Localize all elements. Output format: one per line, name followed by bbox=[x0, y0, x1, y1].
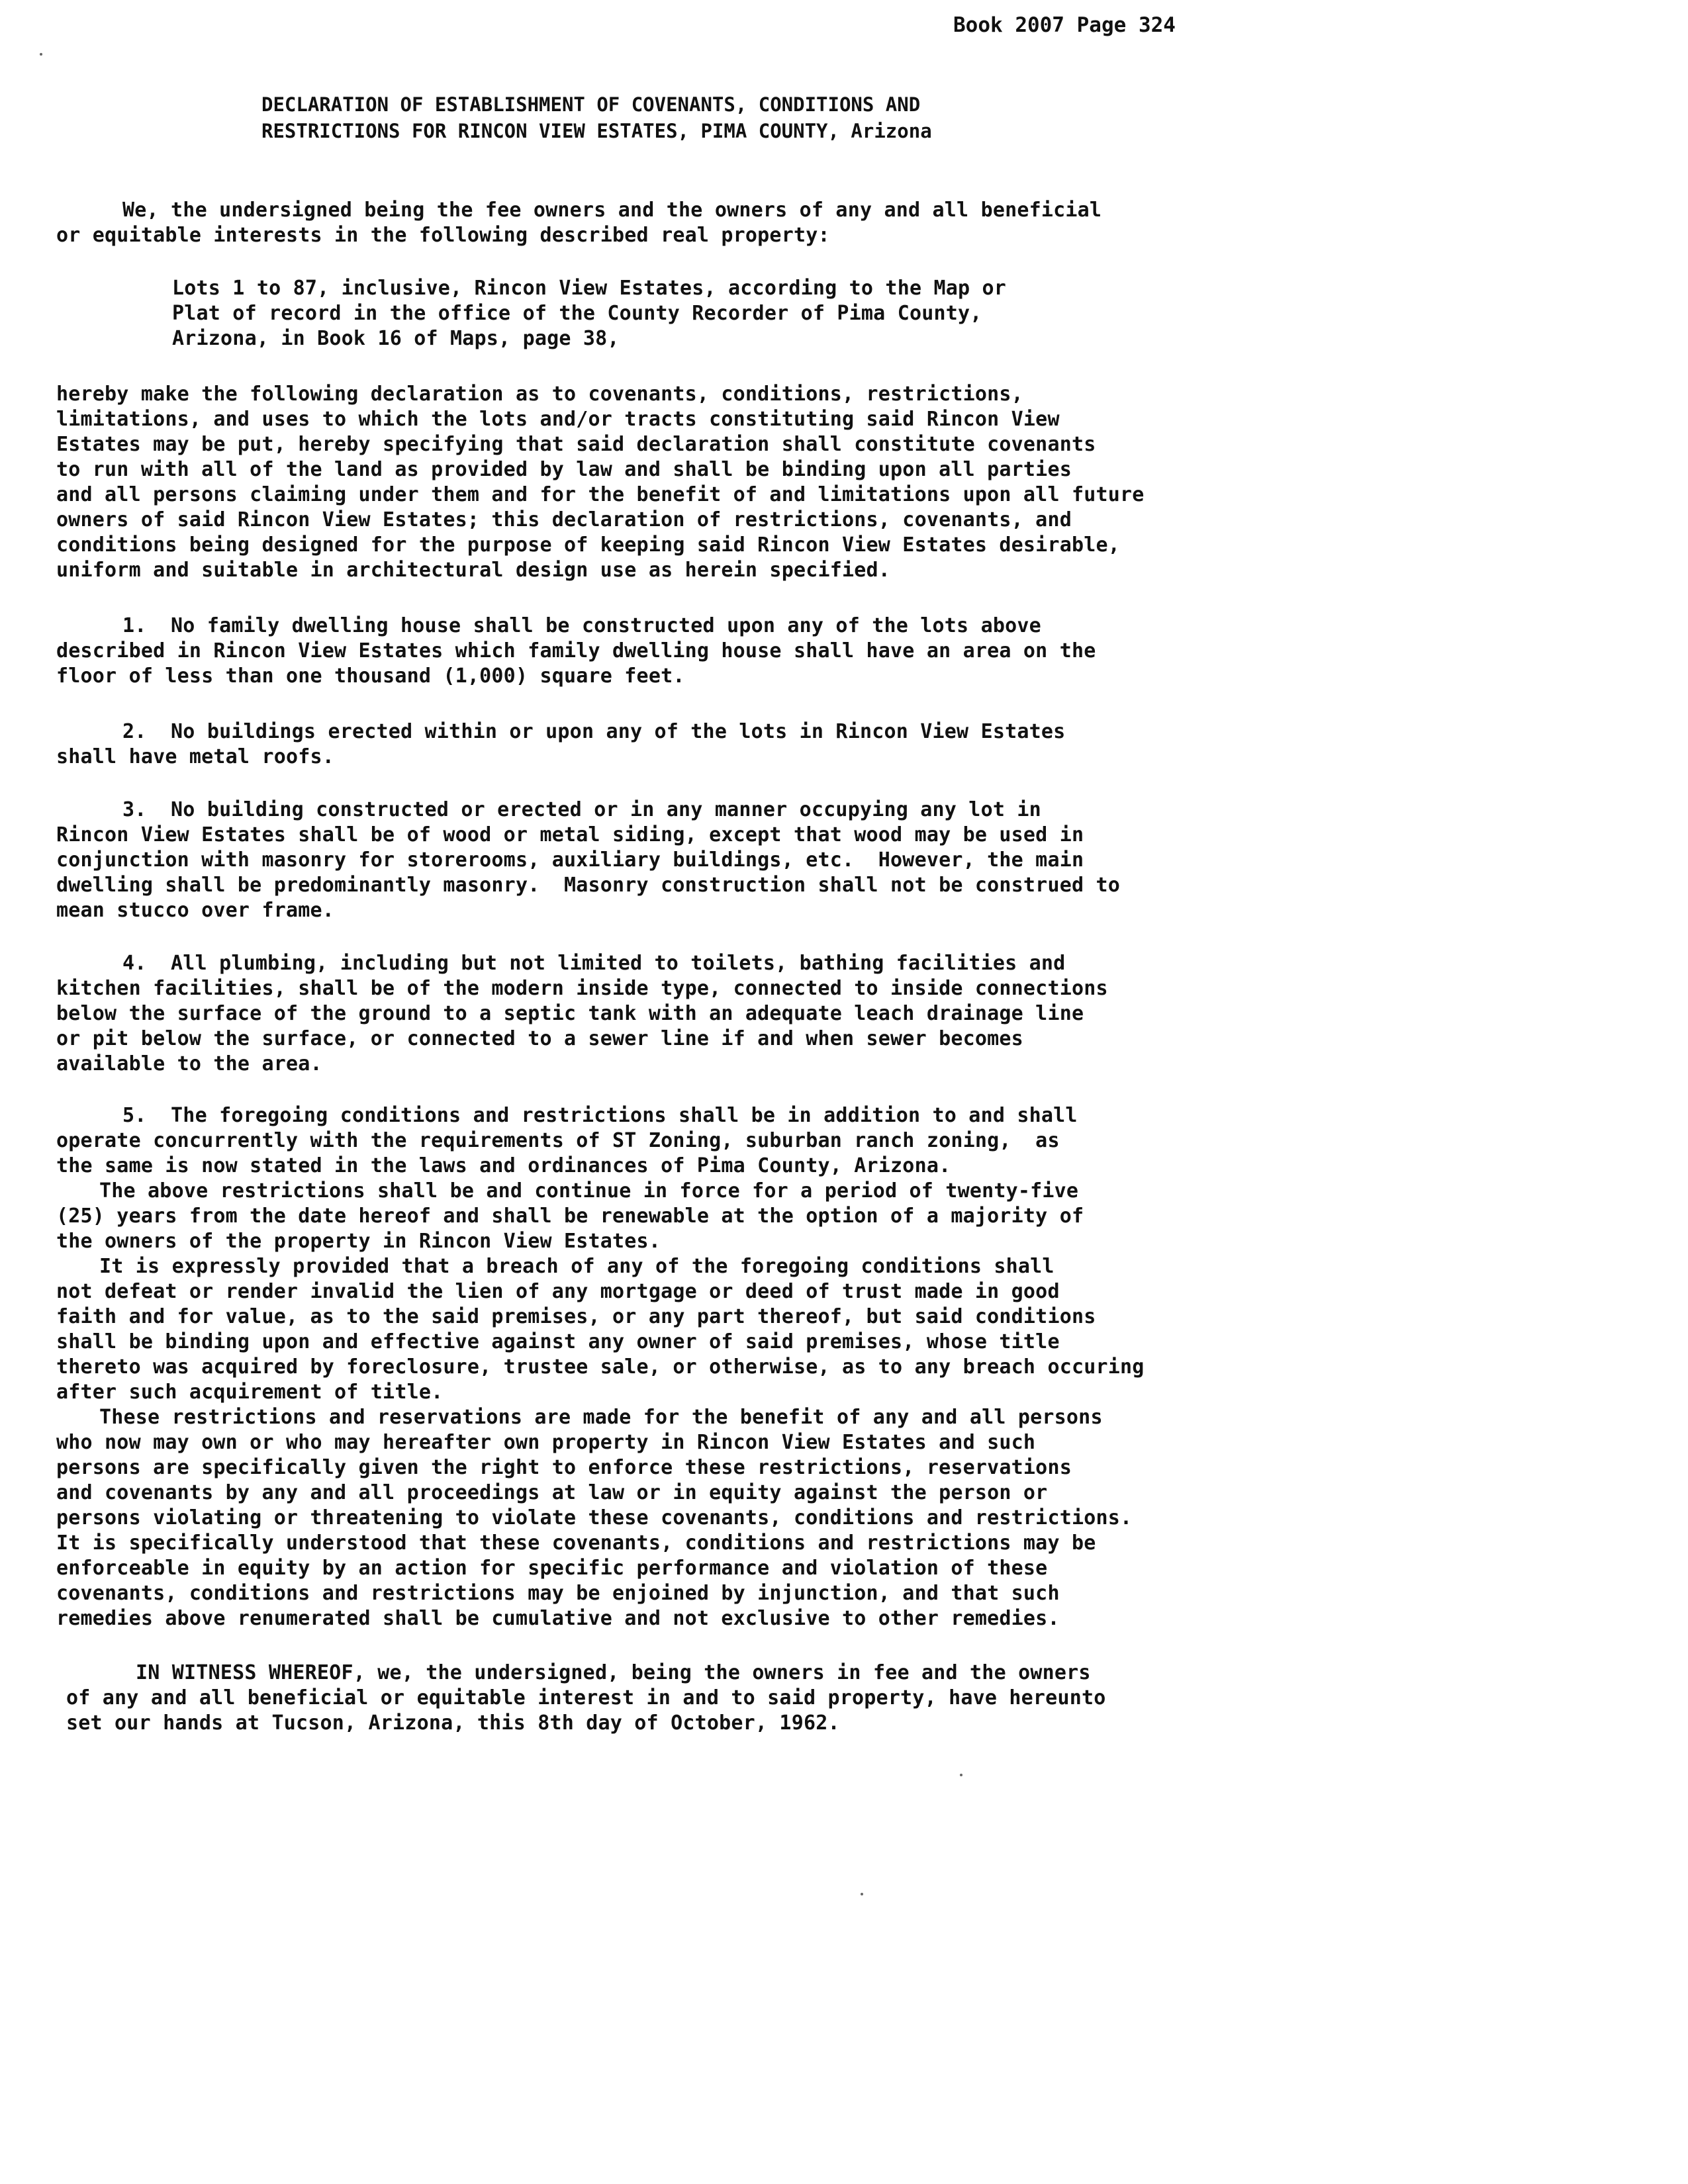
item-5-line: the same is now stated in the laws and ordinances of Pima County, Arizona. bbox=[56, 1154, 951, 1177]
item-3-line: Rincon View Estates shall be of wood or metal siding, except that wood may be used in bbox=[56, 823, 1084, 846]
item-3-line: mean stucco over frame. bbox=[56, 899, 335, 922]
title-line-1: DECLARATION OF ESTABLISHMENT OF COVENANTS, CONDITIONS AND bbox=[261, 93, 921, 116]
item-4-line: 4. All plumbing, including but not limited to toilets, bathing facilities and bbox=[122, 952, 1066, 975]
item-1-line: floor of less than one thousand (1,000) square feet. bbox=[56, 664, 685, 688]
witness-line: of any and all beneficial or equitable interest in and to said property, have hereunto bbox=[66, 1686, 1106, 1709]
scan-speck bbox=[40, 53, 42, 56]
witness-line: IN WITNESS WHEREOF, we, the undersigned, being the owners in fee and the owners bbox=[136, 1661, 1091, 1684]
item-5-line: who now may own or who may hereafter own property in Rincon View Estates and such bbox=[56, 1431, 1036, 1454]
item-5-line: (25) years from the date hereof and shall be renewable at the option of a majority of bbox=[56, 1205, 1084, 1228]
item-4-line: kitchen facilities, shall be of the modern inside type, connected to inside connections bbox=[56, 977, 1108, 1000]
item-5-line: thereto was acquired by foreclosure, trustee sale, or otherwise, as to any breach occuring bbox=[56, 1355, 1145, 1379]
intro-line: or equitable interests in the following described real property: bbox=[56, 224, 830, 247]
item-5-line: 5. The foregoing conditions and restrictions shall be in addition to and shall bbox=[122, 1104, 1078, 1127]
declaration-line: conditions being designed for the purpose of keeping said Rincon View Estates desirable, bbox=[56, 533, 1121, 557]
item-5-line: enforceable in equity by an action for specific performance and violation of these bbox=[56, 1557, 1048, 1580]
item-5-line: the owners of the property in Rincon View Estates. bbox=[56, 1230, 661, 1253]
item-5-line: operate concurrently with the requirements of ST Zoning, suburban ranch zoning, as bbox=[56, 1129, 1060, 1152]
declaration-line: uniform and suitable in architectural design use as herein specified. bbox=[56, 559, 891, 582]
item-5-line: after such acquirement of title. bbox=[56, 1381, 444, 1404]
property-line: Arizona, in Book 16 of Maps, page 38, bbox=[172, 327, 620, 350]
item-5-line: faith and for value, as to the said premises, or any part thereof, but said conditions bbox=[56, 1305, 1096, 1328]
declaration-line: owners of said Rincon View Estates; this declaration of restrictions, covenants, and bbox=[56, 508, 1072, 531]
item-4-line: available to the area. bbox=[56, 1052, 322, 1075]
scan-speck bbox=[960, 1774, 962, 1776]
item-3-line: 3. No building constructed or erected or in any manner occupying any lot in bbox=[122, 798, 1041, 821]
item-5-line: covenants, conditions and restrictions may be enjoined by injunction, and that such bbox=[56, 1582, 1060, 1605]
item-1-line: 1. No family dwelling house shall be constructed upon any of the lots above bbox=[122, 614, 1041, 637]
item-4-line: below the surface of the ground to a septic tank with an adequate leach drainage line bbox=[56, 1002, 1084, 1025]
intro-line: We, the undersigned being the fee owners and the owners of any and all beneficial bbox=[122, 199, 1102, 222]
item-5-line: remedies above renumerated shall be cumulative and not exclusive to other remedies. bbox=[56, 1607, 1060, 1630]
property-line: Lots 1 to 87, inclusive, Rincon View Estates, according to the Map or bbox=[172, 277, 1007, 300]
item-4-line: or pit below the surface, or connected to a sewer line if and when sewer becomes bbox=[56, 1027, 1023, 1050]
item-2-line: shall have metal roofs. bbox=[56, 745, 335, 768]
item-3-line: dwelling shall be predominantly masonry. Masonry construction shall not be construed to bbox=[56, 874, 1121, 897]
item-5-line: The above restrictions shall be and continue in force for a period of twenty-five bbox=[99, 1179, 1079, 1203]
title-line-2: RESTRICTIONS FOR RINCON VIEW ESTATES, PIMA COUNTY, Arizona bbox=[261, 120, 932, 142]
item-3-line: conjunction with masonry for storerooms, auxiliary buildings, etc. However, the main bbox=[56, 848, 1084, 872]
item-5-line: It is specifically understood that these covenants, conditions and restrictions may be bbox=[56, 1531, 1096, 1555]
item-5-line: It is expressly provided that a breach of any of the foregoing conditions shall bbox=[99, 1255, 1055, 1278]
declaration-line: and all persons claiming under them and for the benefit of and limitations upon all future bbox=[56, 483, 1145, 506]
declaration-line: hereby make the following declaration as to covenants, conditions, restrictions, bbox=[56, 383, 1023, 406]
item-5-line: and covenants by any and all proceedings at law or in equity against the person or bbox=[56, 1481, 1048, 1504]
item-1-line: described in Rincon View Estates which family dwelling house shall have an area on the bbox=[56, 639, 1096, 662]
item-5-line: persons are specifically given the right to enforce these restrictions, reservations bbox=[56, 1456, 1072, 1479]
item-2-line: 2. No buildings erected within or upon any of the lots in Rincon View Estates bbox=[122, 720, 1066, 743]
declaration-line: to run with all of the land as provided by law and shall be binding upon all parties bbox=[56, 458, 1072, 481]
book-page-header: Book 2007 Page 324 bbox=[953, 13, 1176, 37]
declaration-line: limitations, and uses to which the lots and/or tracts constituting said Rincon View bbox=[56, 408, 1060, 431]
scan-speck bbox=[861, 1893, 863, 1895]
item-5-line: persons violating or threatening to violate these covenants, conditions and restrictions. bbox=[56, 1506, 1133, 1529]
property-line: Plat of record in the office of the County Recorder of Pima County, bbox=[172, 302, 982, 325]
witness-line: set our hands at Tucson, Arizona, this 8th day of October, 1962. bbox=[66, 1711, 840, 1735]
item-5-line: shall be binding upon and effective against any owner of said premises, whose title bbox=[56, 1330, 1060, 1353]
item-5-line: not defeat or render invalid the lien of any mortgage or deed of trust made in good bbox=[56, 1280, 1060, 1303]
item-5-line: These restrictions and reservations are made for the benefit of any and all persons bbox=[99, 1406, 1103, 1429]
declaration-line: Estates may be put, hereby specifying that said declaration shall constitute covenants bbox=[56, 433, 1096, 456]
